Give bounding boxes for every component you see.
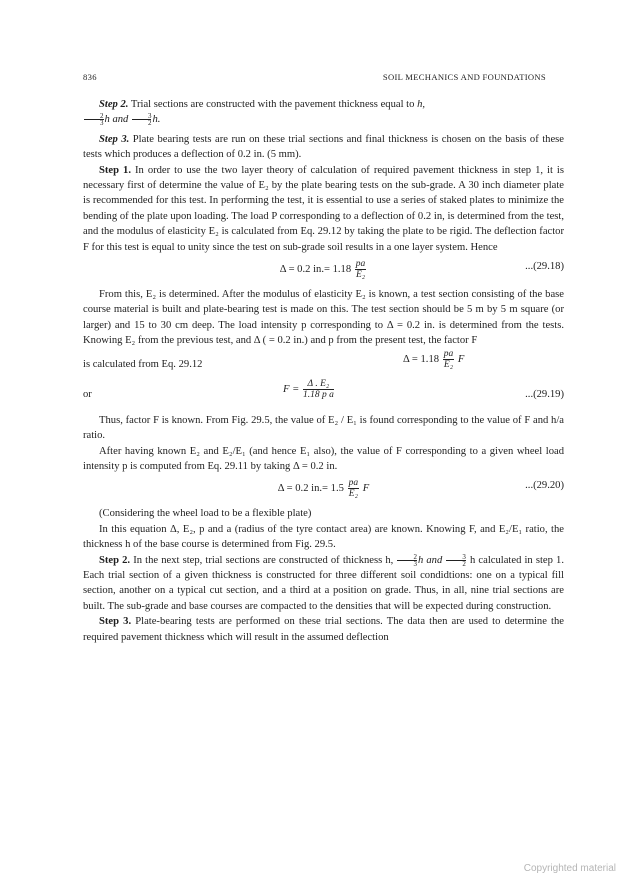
- page-body: [83, 97, 564, 645]
- paragraph-step1: Step 1. In order to use the two layer theory of calculation of required pavement thickness in step 1, it is necessary first of determine the value of E₂ by the plate bearing tests on the sub-grade. A 30 inch diameter plate is recommended for this test. In performing the test, it is essential to use a series of staked plates to minimize the bending of the plate upon loading. The load P corresponding to a deflection of 0.2 in, is determined from the test, and the modulus of elasticity E₂ is calculated from Eq. 29.12 by taking the plate to be rigid. The deflection factor F for this test is equal to unity since the test on sub-grade soil results in a one layer system. Hence: [83, 164, 564, 253]
- equation-number: ...(29.19): [525, 388, 564, 400]
- fraction: $\frac{3}{2}$: [132, 113, 152, 126]
- equation-number: ...(29.18): [525, 261, 564, 273]
- fraction: $\frac{pa}{\text{E₂}}$: [348, 478, 359, 500]
- fraction: $\frac{pa}{\text{E₂}}$: [355, 259, 366, 281]
- page-number: 836: [83, 72, 97, 82]
- paragraph-thickness-h: In this equation Δ, E₂, p and a (radius of the tyre contact area) are known. Knowing F, and E₂/E₁ ratio, the thickness h of the base course is determined from Fig. 29.5.: [83, 523, 564, 551]
- equation-29-18: Δ = 0.2 in.= 1.18 $\frac{pa}{\text{E₂}}$ ...(29.18): [279, 259, 564, 281]
- running-title: SOIL MECHANICS AND FOUNDATIONS: [382, 72, 546, 82]
- fraction: $\frac{\text{Δ . E₂}}{\text{1.18 p a}}$: [302, 378, 334, 400]
- paragraph-e1-e2: After having known E₂ and E₂/E₁ (and hence E₁ also), the value of F corresponding to a given wheel load intensity p is computed from Eq. 29.11 by taking Δ = 0.2 in.: [83, 445, 564, 472]
- fraction: $\frac{2}{3}$: [84, 113, 104, 126]
- equation-29-12-inline: is calculated from Eq. 29.12 Δ = 1.18 $\frac{pa}{\text{E₂}}$ F: [83, 348, 465, 370]
- paragraph-step2-trials: Step 2. In the next step, trial sections are constructed of thickness h, $\frac{2}{3}$ h and $\frac{3}{2}$ h calculated in step 1. Each trial section of a given thickness is constructed for three different soil condidtions: one on a typical fill section, another on a typical cut section, and a third at a position on grade. Thus, in all, nine trial sections are built. The sub-grade and base courses are compacted to the densities that will be expected during construction.: [83, 552, 564, 612]
- paragraph-base-course-test: From this, E₂ is determined. After the modulus of elasticity E₂ is known, a test section consisting of the base course material is built and plate-bearing test is made on this. The test section should be 5 m by 5 m square (or larger) and 15 to 30 cm deep. The load intensity p corresponding to Δ = 0.2 in. is determined from the tests. Knowing E₂ from the previous test, and Δ ( = 0.2 in.) and p from the present test, the factor F: [83, 289, 564, 347]
- paragraph-flexible-plate: (Considering the wheel load to be a flexible plate): [99, 508, 312, 520]
- step-label: Step 2.: [99, 554, 131, 566]
- paragraph-step3-intro: Step 3. Plate bearing tests are run on these trial sections and final thickness is chosen on the basis of these tests which produces a deflection of 0.2 in. (5 mm).: [83, 133, 564, 161]
- step-label: Step 2.: [99, 99, 129, 110]
- paragraph-step3-tests: Step 3. Plate-bearing tests are performed on these trial sections. The data then are used to determine the required pavement thickness which will result in the assumed deflection: [83, 616, 565, 643]
- step-label: Step 3.: [99, 133, 130, 145]
- paragraph-step2-intro: Step 2. Trial sections are constructed with the pavement thickness equal to h, $\frac{2}{3}$ h and $\frac{3}{2}$ h.: [83, 97, 564, 128]
- paragraph-factor-f: Thus, factor F is known. From Fig. 29.5, the value of E₂ / E₁ is found corresponding to the value of F and h/a ratio.: [83, 414, 564, 442]
- step-label: Step 1.: [99, 164, 131, 176]
- fraction: $\frac{2}{3}$: [397, 554, 417, 567]
- equation-number: ...(29.20): [525, 480, 564, 492]
- equation-29-20: Δ = 0.2 in.= 1.5 $\frac{pa}{\text{E₂}}$ F ...(29.20): [277, 478, 564, 500]
- copyright-watermark: Copyrighted material: [523, 863, 616, 874]
- fraction: $\frac{pa}{\text{E₂}}$: [443, 348, 454, 370]
- equation-29-19: or F = $\frac{\text{Δ . E₂}}{\text{1.18 p a}}$ ...(29.19): [83, 379, 564, 413]
- fraction: $\frac{3}{2}$: [446, 554, 466, 567]
- step-label: Step 3.: [99, 616, 132, 628]
